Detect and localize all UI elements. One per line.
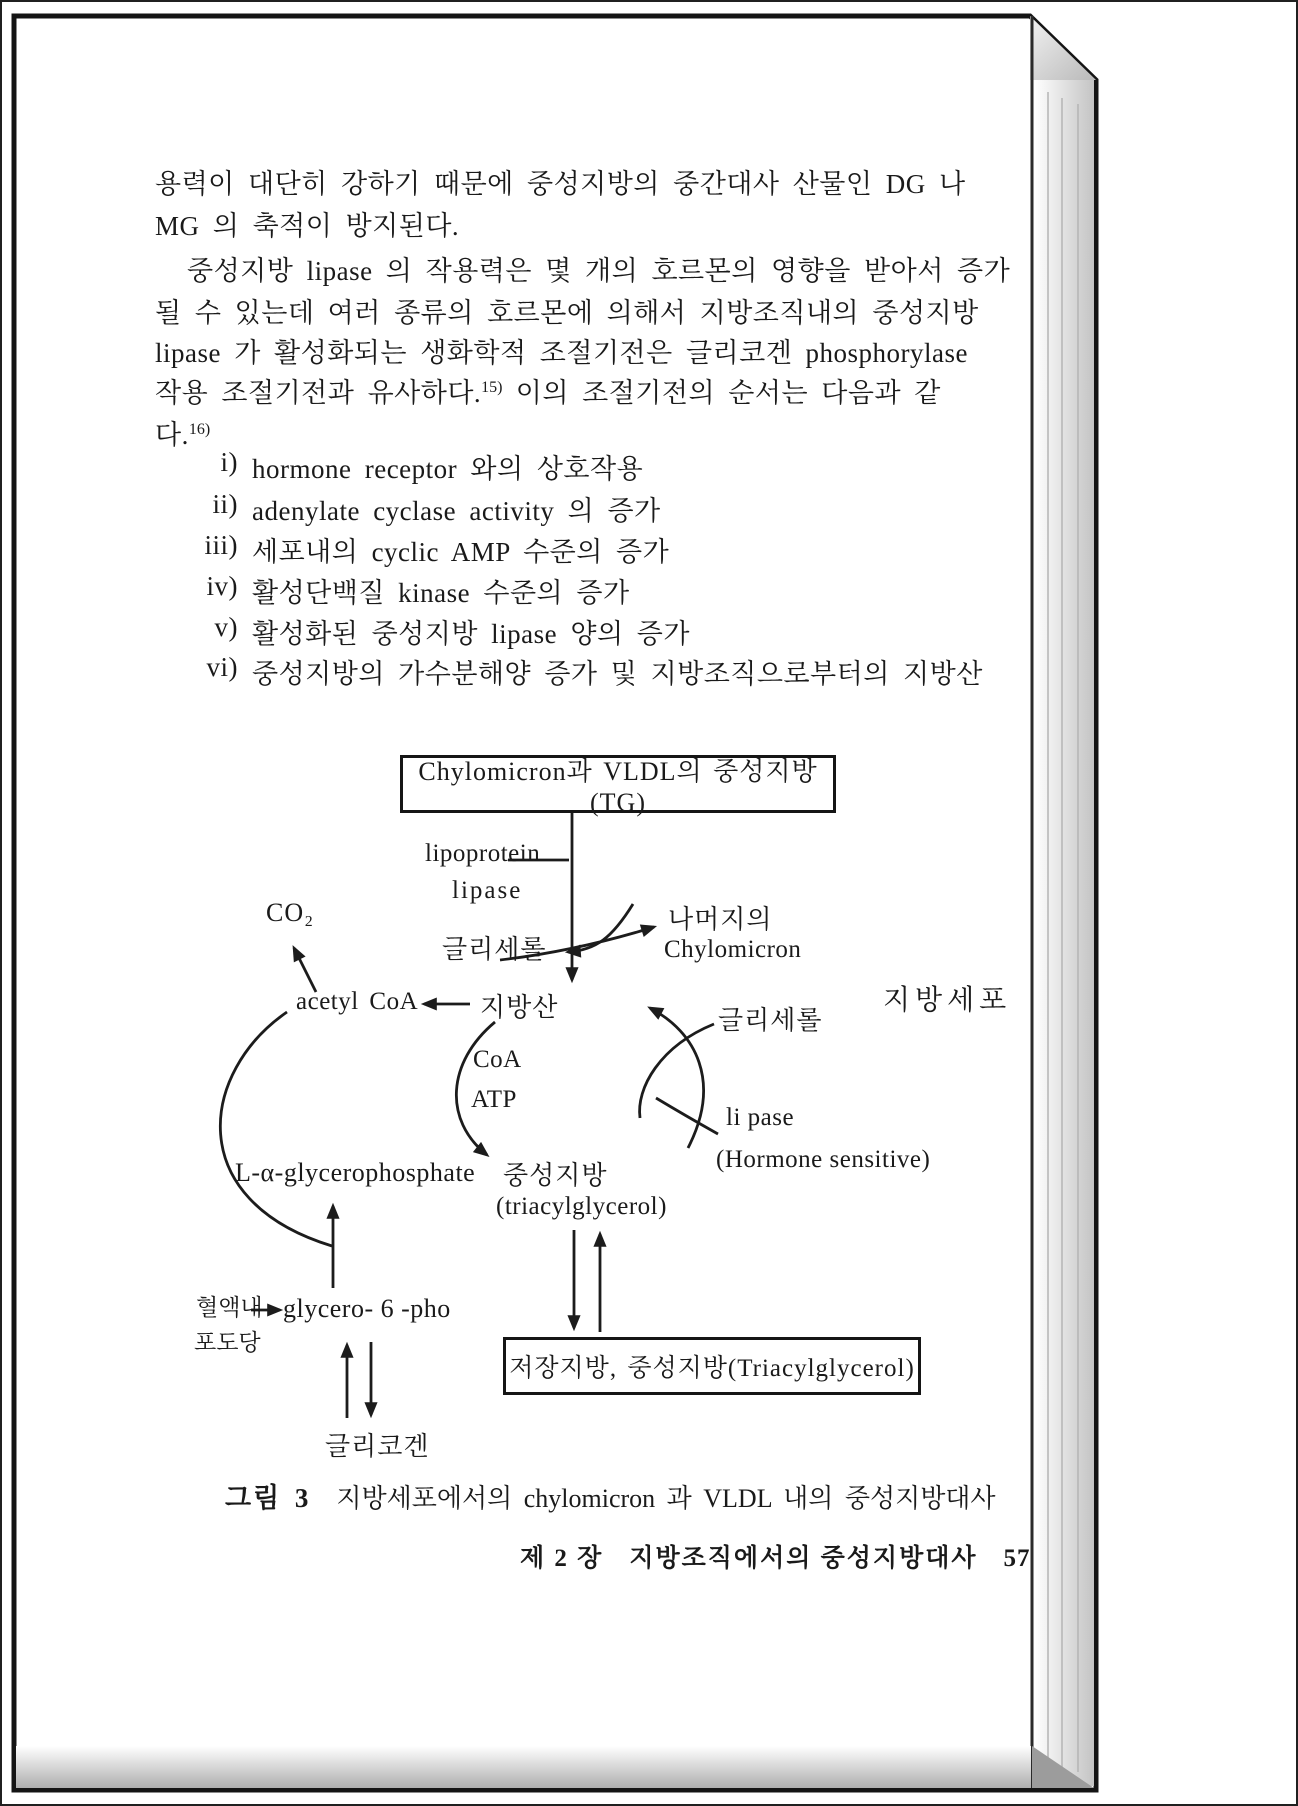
paragraph1-line1: 용력이 대단히 강하기 때문에 중성지방의 중간대사 산물인 DG 나	[155, 169, 966, 199]
list-text: adenylate cyclase activity 의 증가	[252, 496, 661, 526]
paragraph2-line4-rest: 이의 조절기전의 순서는 다음과 같	[502, 378, 941, 408]
label-glycerol-left: 글리세롤	[442, 935, 547, 964]
label-lipase-lpl: lipase	[452, 877, 523, 904]
diagram-box-storage-fat: 저장지방, 중성지방(Triacylglycerol)	[503, 1337, 921, 1395]
footer-page-number: 57	[1003, 1545, 1031, 1572]
list-numeral: iii)	[204, 530, 238, 560]
list-numeral: vi)	[206, 652, 238, 682]
paragraph2-line3: lipase 가 활성화되는 생화학적 조절기전은 글리코겐 phosphorylase	[155, 338, 969, 368]
footnote-ref-15: 15)	[481, 379, 503, 396]
figure-caption	[225, 1476, 996, 1515]
arrow-to-glycerol-left	[568, 904, 633, 952]
arrow-acetylcoa-to-co2	[294, 948, 316, 992]
paragraph2-line2: 될 수 있는데 여러 종류의 호르몬에 의해서 지방조직내의 중성지방	[155, 298, 979, 328]
label-hormone-sensitive-lipase: li pase	[726, 1104, 795, 1131]
list-text: 중성지방의 가수분해양 증가 및 지방조직으로부터의 지방산	[252, 659, 983, 689]
label-blood: 혈액내	[196, 1295, 263, 1320]
paragraph2-line1: 중성지방 lipase 의 작용력은 몇 개의 호르몬의 영향을 받아서 증가	[187, 256, 1011, 286]
arrow-tg-to-fattyacid-lipolysis	[650, 1008, 704, 1148]
page-footer	[520, 1538, 1031, 1574]
list-numeral: iv)	[206, 571, 238, 601]
list-text: 활성화된 중성지방 lipase 양의 증가	[252, 619, 690, 649]
label-lipoprotein: lipoprotein	[425, 840, 541, 867]
label-remnant: 나머지의	[668, 905, 773, 934]
label-glycogen: 글리코겐	[325, 1432, 430, 1461]
figure-caption-label: 그림 3	[225, 1483, 311, 1513]
paragraph2-line4-text: 작용 조절기전과 유사하다.	[155, 378, 482, 408]
list-numeral: i)	[220, 447, 238, 477]
list-item	[160, 489, 661, 528]
label-l-alpha-glycerophosphate: L-α-glycerophosphate	[235, 1158, 476, 1187]
paragraph2-line4	[155, 371, 941, 410]
line-lipase-pointer	[656, 1098, 718, 1134]
label-acetyl-coa: acetyl CoA	[296, 988, 419, 1015]
list-text: 세포내의 cyclic AMP 수준의 증가	[252, 537, 670, 567]
footer-chapter: 제 2 장	[520, 1545, 604, 1572]
label-glycero-6-pho: glycero- 6 -pho	[283, 1294, 451, 1323]
list-item	[160, 447, 643, 486]
list-item	[160, 571, 630, 610]
label-atp: ATP	[471, 1086, 517, 1113]
figure-caption-text: 지방세포에서의 chylomicron 과 VLDL 내의 중성지방대사	[336, 1484, 996, 1513]
label-remnant-chylomicron: Chylomicron	[664, 936, 802, 963]
list-numeral: v)	[214, 612, 238, 642]
label-fat-cell: 지방세포	[883, 985, 1012, 1016]
label-fatty-acid: 지방산	[480, 993, 559, 1022]
footnote-ref-16: 16)	[188, 421, 211, 438]
label-co2: CO₂	[266, 898, 315, 927]
diagram-box-chylomicron-vldl-tg: Chylomicron과 VLDL의 중성지방(TG)	[400, 755, 836, 813]
label-triacylglycerol: (triacylglycerol)	[496, 1193, 667, 1220]
list-numeral: ii)	[212, 489, 238, 519]
list-item	[160, 530, 669, 569]
list-item	[160, 612, 690, 651]
arc-acetylcoa-glycerophosphate	[220, 1012, 332, 1246]
label-glucose: 포도당	[194, 1330, 261, 1355]
label-coa: CoA	[473, 1046, 522, 1073]
footer-title: 지방조직에서의 중성지방대사	[629, 1545, 978, 1572]
paragraph2-line5-text: 다.	[155, 420, 189, 450]
list-text: hormone receptor 와의 상호작용	[252, 454, 644, 484]
label-hormone-sensitive: (Hormone sensitive)	[716, 1146, 931, 1173]
list-item	[160, 652, 983, 691]
label-triglyceride: 중성지방	[503, 1161, 608, 1190]
paragraph1-line2: MG 의 축적이 방지된다.	[155, 211, 460, 241]
list-text: 활성단백질 kinase 수준의 증가	[252, 578, 630, 608]
label-glycerol-right: 글리세롤	[718, 1006, 823, 1035]
